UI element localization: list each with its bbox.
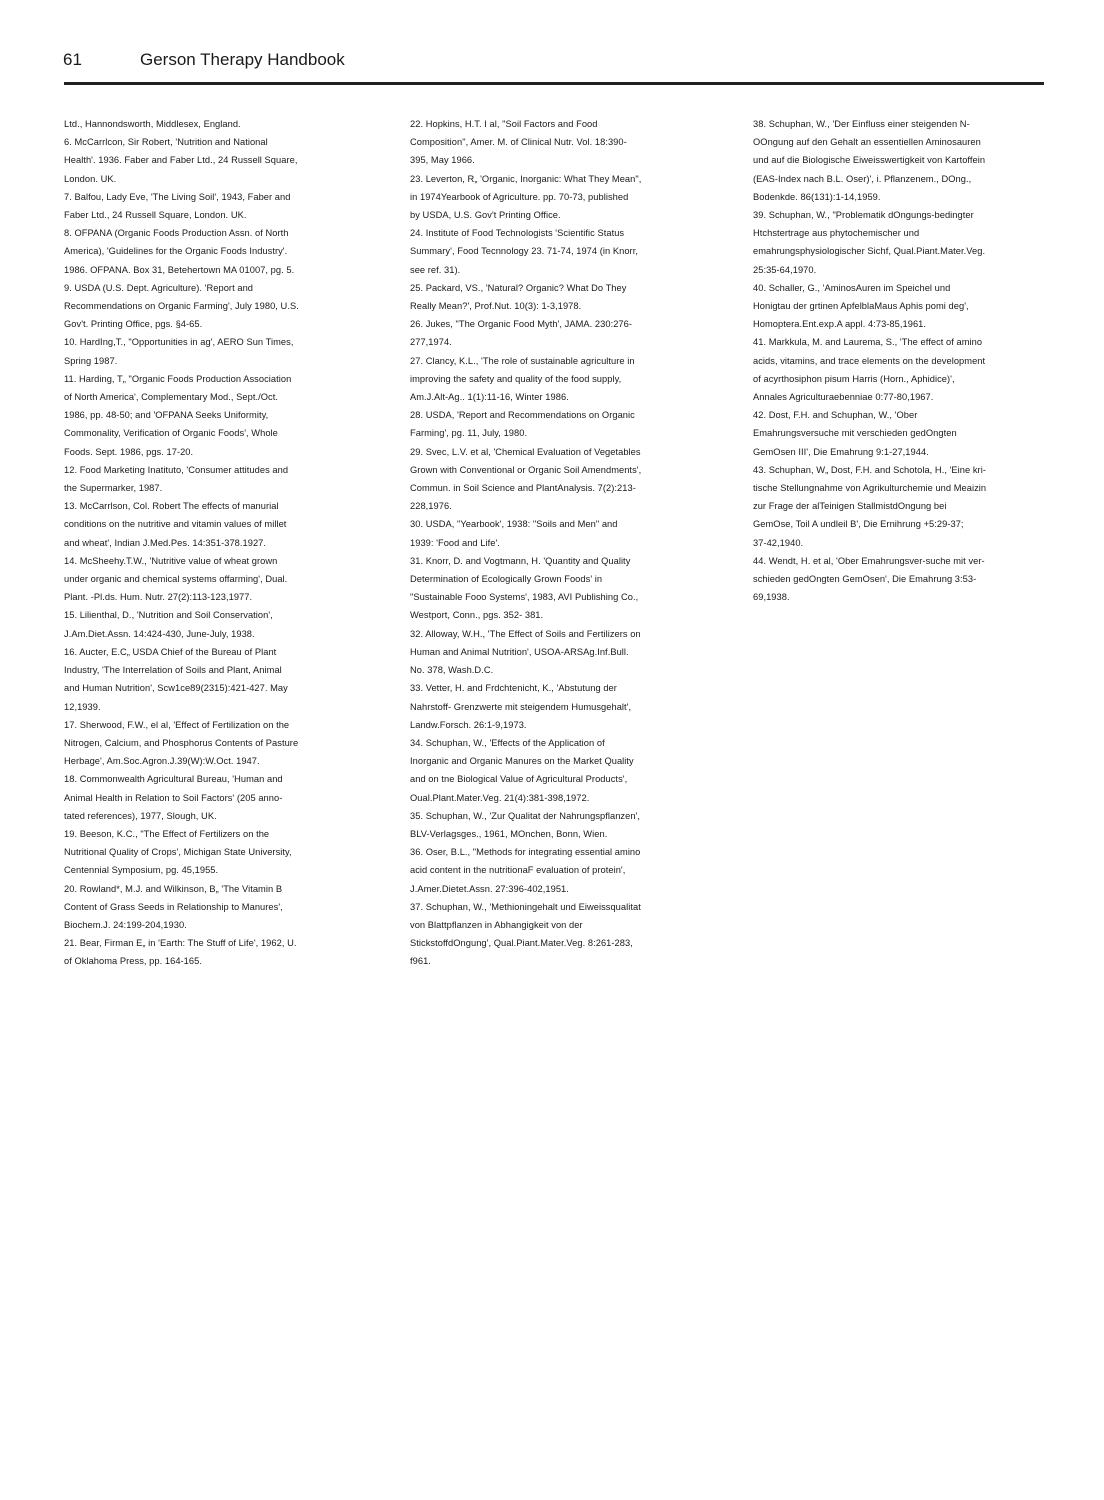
reference-line: of North America', Complementary Mod., Sept./Oct. [64, 392, 278, 403]
reference-line: 34. Schuphan, W., 'Effects of the Application of [410, 737, 605, 748]
reference-line: Composition", Amer. M. of Clinical Nutr. Vol. 18:390- [410, 137, 627, 148]
reference-line: GemOsen III', Die Emahrung 9:1-27,1944. [753, 446, 929, 457]
reference-line: OOngung auf den Gehalt an essentiellen Aminosauren [753, 137, 981, 148]
reference-line: Htchstertrage aus phytochemischer und [753, 228, 920, 239]
reference-line: 37. Schuphan, W., 'Methioningehalt und Eiweissqualitat [410, 901, 641, 912]
reference-line: 1986. OFPANA. Box 31, Betehertown MA 01007, pg. 5. [64, 264, 295, 275]
reference-line: 36. Oser, B.L., "Methods for integrating essential amino [410, 847, 641, 858]
reference-line: Homoptera.Ent.exp.A appl. 4:73-85,1961. [753, 319, 927, 330]
reference-line: Animal Health in Relation to Soil Factors' (205 anno- [64, 792, 283, 803]
reference-line: Grown with Conventional or Organic Soil Amendments', [410, 464, 642, 475]
reference-line: 27. Clancy, K.L., 'The role of sustainable agriculture in [410, 355, 635, 366]
reference-line: StickstoffdOngung', Qual.Piant.Mater.Veg. 8:261-283, [410, 938, 633, 949]
reference-line: Plant. -Pl.ds. Hum. Nutr. 27(2):113-123,1977. [64, 592, 253, 603]
reference-line: 228,1976. [410, 501, 452, 512]
reference-line: 39. Schuphan, W., "Problematik dOngungs-bedingter [753, 210, 974, 221]
header-rule [64, 82, 1044, 85]
reference-line: see ref. 31). [410, 264, 461, 275]
reference-line: Am.J.Alt-Ag.. 1(1):11-16, Winter 1986. [410, 392, 569, 403]
reference-line: 19. Beeson, K.C., "The Effect of Fertilizers on the [64, 828, 270, 839]
reference-line: 38. Schuphan, W., 'Der Einfluss einer steigenden N- [753, 119, 970, 129]
reference-line: 24. Institute of Food Technologists 'Scientific Status [410, 228, 625, 239]
reference-line: (EAS-Index nach B.L. Oser)', i. Pflanzenem., DOng., [753, 173, 972, 184]
reference-line: Summary', Food Tecnnology 23. 71-74, 1974 (in Knorr, [410, 246, 638, 257]
reference-line: 1939: 'Food and Life'. [410, 537, 500, 548]
reference-line: BLV-Verlagsges., 1961, MOnchen, Bonn, Wien. [410, 828, 608, 839]
reference-line: Spring 1987. [64, 355, 118, 366]
reference-line: J.Am.Diet.Assn. 14:424-430, June-July, 1938. [64, 628, 255, 639]
reference-line: 26. Jukes, "The Organic Food Myth', JAMA. 230:276- [410, 319, 633, 330]
reference-line: Determination of Ecologically Grown Foods' in [410, 574, 603, 585]
reference-line: 33. Vetter, H. and Frdchtenicht, K., 'Abstutung der [410, 683, 617, 694]
reference-line: Content of Grass Seeds in Relationship to Manures', [64, 901, 283, 912]
reference-line: Farming', pg. 11, July, 1980. [410, 428, 528, 439]
reference-line: Faber Ltd., 24 Russell Square, London. UK. [64, 210, 247, 221]
reference-line: 25:35-64,1970. [753, 264, 817, 275]
reference-line: 17. Sherwood, F.W., el al, 'Effect of Fertilization on the [64, 719, 290, 730]
reference-line: 43. Schuphan, W„ Dost, F.H. and Schotola, H., 'Eine kri- [753, 464, 986, 475]
reference-line: 37-42,1940. [753, 537, 804, 548]
reference-line: "Sustainable Fooo Systems', 1983, AVI Publishing Co., [410, 592, 639, 603]
reference-line: Emahrungsversuche mit verschieden gedOngten [753, 428, 957, 439]
reference-line: 1986, pp. 48-50; and 'OFPANA Seeks Uniformity, [64, 410, 269, 421]
reference-line: in 1974Yearbook of Agriculture. pp. 70-73, published [410, 191, 629, 202]
reference-line: 395, May 1966. [410, 155, 475, 166]
reference-line: No. 378, Wash.D.C. [410, 665, 494, 676]
reference-line: Health'. 1936. Faber and Faber Ltd., 24 Russell Square, [64, 155, 298, 166]
reference-line: 31. Knorr, D. and Vogtmann, H. 'Quantity and Quality [410, 555, 631, 566]
reference-line: J.Amer.Dietet.Assn. 27:396-402,1951. [410, 883, 569, 894]
reference-line: acid content in the nutritionaF evaluation of protein', [410, 865, 626, 876]
reference-line: 21. Bear, Firman E„ in 'Earth: The Stuff of Life', 1962, U. [64, 938, 297, 949]
reference-line: Westport, Conn., pgs. 352- 381. [410, 610, 544, 621]
reference-line: Inorganic and Organic Manures on the Market Quality [410, 756, 634, 767]
reference-line: Centennial Symposium, pg. 45,1955. [64, 865, 219, 876]
reference-line: 29. Svec, L.V. et al, 'Chemical Evaluation of Vegetables [410, 446, 641, 457]
reference-line: Really Mean?', Prof.Nut. 10(3): 1-3,1978. [410, 301, 582, 312]
reference-line: Industry, 'The Interrelation of Soils and Plant, Animal [64, 665, 282, 676]
reference-line: Gov't. Printing Office, pgs. §4-65. [64, 319, 203, 330]
reference-line: Ltd., Hannondsworth, Middlesex, England. [64, 119, 241, 129]
reference-line: und auf die Biologische Eiweisswertigkeit von Kartoffein [753, 155, 986, 166]
reference-line: 23. Leverton, R„ 'Organic, Inorganic: What They Mean", [410, 173, 642, 184]
reference-line: Nitrogen, Calcium, and Phosphorus Contents of Pasture [64, 737, 299, 748]
reference-line: Commun. in Soil Science and PlantAnalysis. 7(2):213- [410, 483, 636, 494]
reference-line: 12,1939. [64, 701, 101, 712]
reference-line: and Human Nutrition', Scw1ce89(2315):421-427. May [64, 683, 288, 694]
reference-line: and on tne Biological Value of Agricultural Products', [410, 774, 628, 785]
reference-line: America), 'Guidelines for the Organic Foods Industry'. [64, 246, 288, 257]
reference-line: zur Frage der alTeinigen StallmistdOngung bei [753, 501, 947, 512]
reference-line: Honigtau der grtinen ApfelblaMaus Aphis pomi deg', [753, 301, 969, 312]
reference-line: 12. Food Marketing Inatituto, 'Consumer attitudes and [64, 464, 289, 475]
reference-line: Nutritional Quality of Crops', Michigan State University, [64, 847, 292, 858]
reference-line: 14. McSheehy.T.W., 'Nutritive value of wheat grown [64, 555, 278, 566]
reference-line: 15. Lilienthal, D., 'Nutrition and Soil Conservation', [64, 610, 273, 621]
reference-line: GemOse, Toil A undleil B', Die Ernihrung +5:29-37; [753, 519, 964, 530]
reference-line: 41. Markkula, M. and Laurema, S., 'The effect of amino [753, 337, 983, 348]
page-number: 61 [63, 50, 82, 69]
reference-line: Annales Agriculturaebenniae 0:77-80,1967. [753, 392, 934, 403]
reference-line: 7. Balfou, Lady Eve, 'The Living Soil', 1943, Faber and [64, 191, 291, 202]
reference-line: f961. [410, 956, 431, 967]
reference-line: 20. Rowland*, M.J. and Wilkinson, B„ 'The Vitamin B [64, 883, 283, 894]
reference-line: London. UK. [64, 173, 117, 184]
reference-line: under organic and chemical systems offarming', Dual. [64, 574, 288, 585]
reference-line: Recommendations on Organic Farming', July 1980, U.S. [64, 301, 299, 312]
reference-line: acids, vitamins, and trace elements on the development [753, 355, 986, 366]
reference-line: emahrungsphysiologischer Sichf, Qual.Piant.Mater.Veg. [753, 246, 986, 257]
reference-line: 8. OFPANA (Organic Foods Production Assn. of North [64, 228, 289, 239]
reference-line: 13. McCarrlson, Col. Robert The effects of manurial [64, 501, 279, 512]
references-column-2 [410, 115, 700, 971]
reference-line: 16. Aucter, E.C„ USDA Chief of the Bureau of Plant [64, 646, 277, 657]
reference-line: von Blattpflanzen in Abhangigkeit von der [410, 919, 583, 930]
reference-line: Bodenkde. 86(131):1-14,1959. [753, 191, 881, 202]
reference-line: Landw.Forsch. 26:1-9,1973. [410, 719, 527, 730]
reference-line: by USDA, U.S. Gov't Printing Office. [410, 210, 561, 221]
reference-line: 35. Schuphan, W., 'Zur Qualitat der Nahrungspflanzen', [410, 810, 641, 821]
reference-line: Nahrstoff- Grenzwerte mit steigendem Humusgehalt', [410, 701, 632, 712]
reference-line: Commonality, Verification of Organic Foods', Whole [64, 428, 278, 439]
reference-line: 25. Packard, VS., 'Natural? Organic? What Do They [410, 282, 627, 293]
reference-line: Oual.Plant.Mater.Veg. 21(4):381-398,1972. [410, 792, 590, 803]
references-column-3 [753, 115, 1043, 606]
reference-line: the Supermarker, 1987. [64, 483, 163, 494]
reference-line: of Oklahoma Press, pp. 164-165. [64, 956, 202, 967]
reference-line: Biochem.J. 24:199-204,1930. [64, 919, 187, 930]
reference-line: schieden gedOngten GemOsen', Die Emahrung 3:53- [753, 574, 977, 585]
book-title: Gerson Therapy Handbook [140, 50, 345, 69]
reference-line: Herbage', Am.Soc.Agron.J.39(W):W.Oct. 1947. [64, 756, 260, 767]
reference-line: 18. Commonwealth Agricultural Bureau, 'Human and [64, 774, 283, 785]
reference-line: and wheat', Indian J.Med.Pes. 14:351-378.1927. [64, 537, 267, 548]
reference-line: tische Stellungnahme von Agrikulturchemie und Meaizin [753, 483, 987, 494]
reference-line: 42. Dost, F.H. and Schuphan, W., 'Ober [753, 410, 918, 421]
reference-line: 44. Wendt, H. et al, 'Ober Emahrungsver-suche mit ver- [753, 555, 985, 566]
reference-line: conditions on the nutritive and vitamin values of millet [64, 519, 287, 530]
reference-line: Foods. Sept. 1986, pgs. 17-20. [64, 446, 194, 457]
reference-line: Human and Animal Nutrition', USOA-ARSAg.Inf.Bull. [410, 646, 629, 657]
reference-line: 69,1938. [753, 592, 790, 603]
reference-line: 9. USDA (U.S. Dept. Agriculture). 'Report and [64, 282, 254, 293]
reference-line: 40. Schaller, G., 'AminosAuren im Speichel und [753, 282, 951, 293]
reference-line: 11. Harding, T„ "Organic Foods Production Association [64, 373, 292, 384]
reference-line: 6. McCarrlcon, Sir Robert, 'Nutrition and National [64, 137, 268, 148]
reference-line: tated references), 1977, Slough, UK. [64, 810, 217, 821]
reference-line: 28. USDA, 'Report and Recommendations on Organic [410, 410, 635, 421]
references-column-1 [64, 115, 354, 971]
reference-line: of acyrthosiphon pisum Harris (Horn., Aphidice)', [753, 373, 955, 384]
reference-line: 30. USDA, "Yearbook', 1938: "Soils and Men" and [410, 519, 618, 530]
reference-line: 32. Alloway, W.H., 'The Effect of Soils and Fertilizers on [410, 628, 641, 639]
reference-line: 10. HardIng,T., "Opportunities in ag', AERO Sun Times, [64, 337, 294, 348]
reference-line: 22. Hopkins, H.T. I al, "Soil Factors and Food [410, 119, 598, 129]
reference-line: improving the safety and quality of the food supply, [410, 373, 622, 384]
reference-line: 277,1974. [410, 337, 452, 348]
